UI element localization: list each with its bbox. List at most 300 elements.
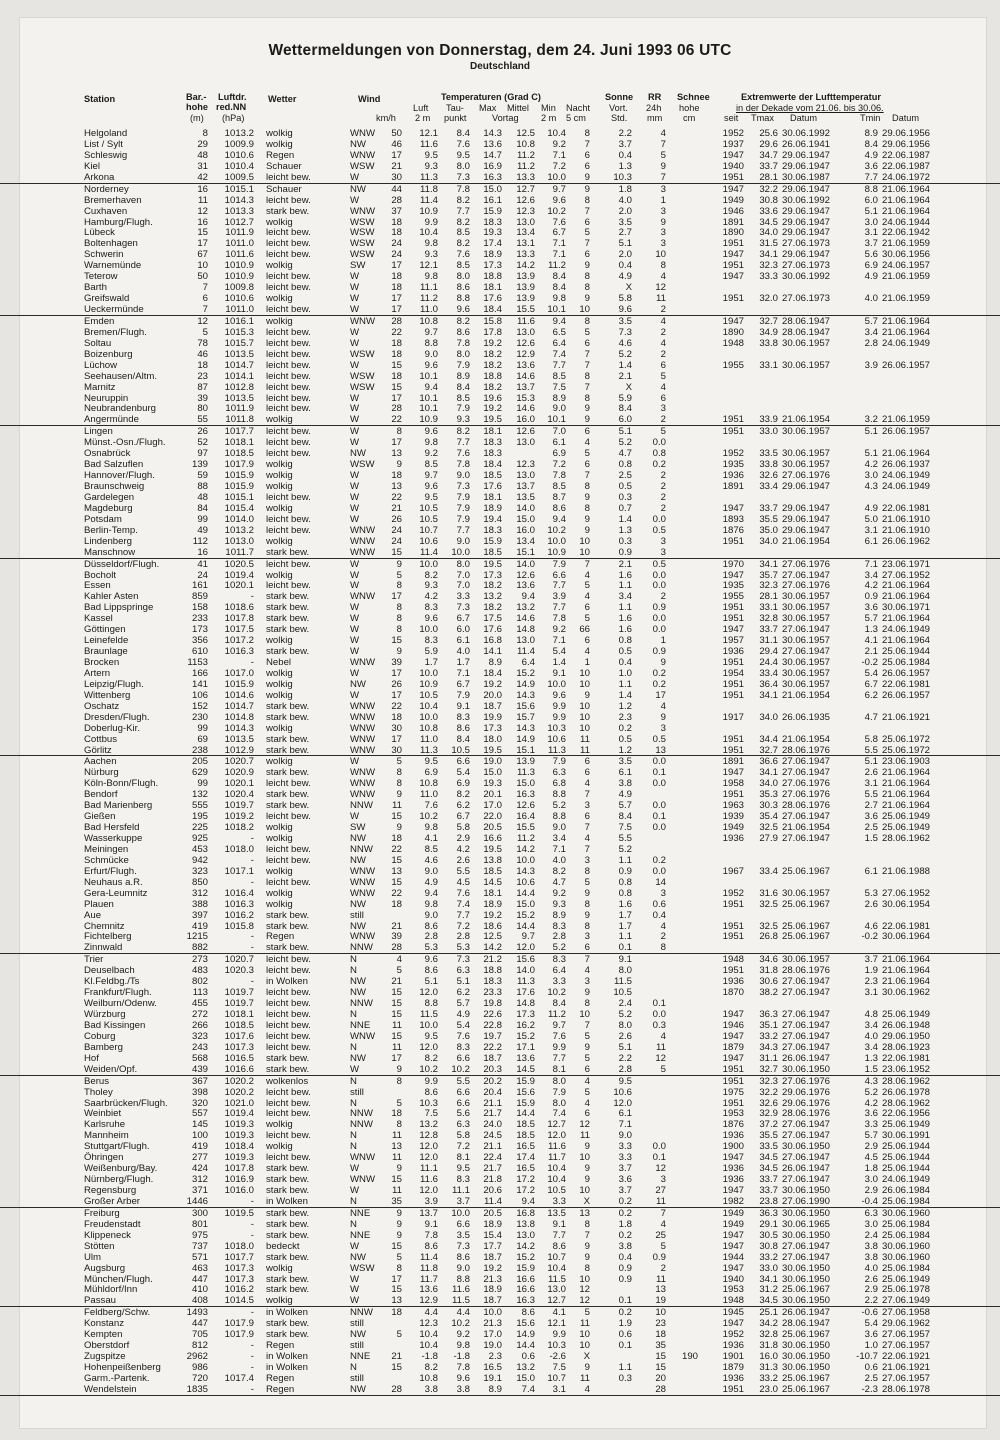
cell-tmin: 4.1 [864, 635, 878, 647]
cell-wind-speed: 35 [391, 1195, 402, 1207]
cell-temp-max: 22.6 [483, 1009, 502, 1020]
cell-temp-air: 9.8 [424, 271, 438, 283]
cell-temp-min-5cm: 8 [584, 370, 590, 382]
cell-tmax-date: 27.06.1990 [782, 1195, 831, 1207]
cell-dewpoint: 7.9 [456, 491, 470, 503]
cell-barometer-height: 87 [197, 381, 208, 393]
cell-dewpoint: 5.8 [456, 1130, 470, 1142]
cell-dewpoint: 8.3 [456, 1041, 470, 1053]
cell-tmax: 32.7 [759, 744, 778, 756]
cell-station: Osnabrück [84, 448, 131, 460]
cell-temp-min-5cm: 4 [584, 646, 590, 658]
cell-tmin: 6.1 [864, 535, 878, 547]
cell-temp-mean: 13.4 [516, 227, 535, 239]
table-row [0, 481, 1000, 492]
header-rr-mm: mm [647, 113, 663, 123]
cell-temp-min-5cm: 5 [584, 876, 590, 888]
cell-temp-max: 24.5 [483, 1130, 502, 1142]
cell-temp-min-2m: 9.6 [552, 689, 566, 701]
cell-temp-mean: 14.9 [516, 733, 535, 745]
cell-temp-max: 18.2 [483, 580, 502, 592]
table-row [0, 1119, 1000, 1130]
table-row [0, 942, 1000, 953]
cell-sunshine: 0.8 [618, 635, 632, 647]
cell-temp-mean: 12.7 [516, 183, 535, 195]
cell-temp-min-2m: 10.2 [547, 987, 566, 999]
cell-wind-speed: 5 [396, 1329, 402, 1341]
cell-temp-min-2m: 10.2 [547, 524, 566, 536]
cell-barometer-height: 48 [197, 149, 208, 161]
cell-temp-max: 18.1 [483, 426, 502, 438]
cell-sunshine: 1.1 [618, 602, 632, 614]
cell-temp-air: 9.8 [424, 238, 438, 250]
cell-precipitation: 2 [660, 470, 666, 482]
cell-wind-direction: W [350, 1185, 360, 1196]
cell-station: Gießen [84, 811, 116, 823]
cell-tmin: 5.0 [864, 513, 878, 525]
cell-sunshine: 5.2 [618, 437, 632, 449]
cell-wind-speed: 21 [391, 920, 402, 932]
cell-tmax-date: 30.06.1957 [782, 667, 831, 679]
cell-temp-min-5cm: 6 [584, 216, 590, 228]
cell-temp-air: 9.8 [424, 437, 438, 449]
cell-wind-speed: 26 [391, 678, 402, 690]
cell-barometer-height: 161 [191, 580, 208, 592]
table-row [0, 745, 1000, 756]
cell-tmax-date: 21.06.1954 [782, 414, 831, 426]
cell-wind-direction: W [350, 558, 360, 570]
cell-wind-direction: WNW [350, 865, 376, 877]
cell-tmin-date: 21.06.1964 [882, 580, 931, 592]
cell-barometer-height: 2962 [186, 1351, 208, 1363]
cell-station: Braunschweig [84, 481, 145, 492]
cell-sunshine: 1.1 [618, 678, 632, 690]
cell-temp-air: 9.9 [424, 1075, 438, 1087]
header-extremwerte: Extremwerte der Lufttemperatur [741, 92, 881, 102]
cell-tmin-date: 29.06.1956 [882, 128, 931, 139]
cell-station: Oschatz [84, 700, 120, 712]
header-temperatures: Temperaturen (Grad C) [441, 92, 541, 102]
cell-temp-mean: 13.9 [516, 756, 535, 768]
cell-temp-min-2m: 8.5 [552, 370, 566, 382]
cell-temp-max: 20.5 [483, 822, 502, 834]
cell-wind-direction: WSW [350, 160, 375, 172]
cell-station: Cuxhaven [84, 205, 128, 217]
cell-tmax: 35.4 [759, 811, 778, 823]
cell-sunshine: 0.3 [618, 1372, 632, 1384]
cell-tmin: -0.2 [861, 931, 878, 943]
cell-temp-max: 22.0 [483, 811, 502, 823]
cell-pressure: 1017.8 [224, 1163, 254, 1175]
cell-weather: wolkig [266, 635, 293, 647]
cell-tmax: 33.1 [759, 359, 778, 371]
cell-station: Münst.-Osn./Flugh. [84, 437, 166, 449]
cell-tmax-date: 21.06.1954 [782, 733, 831, 745]
cell-weather: wolkig [266, 678, 293, 690]
cell-dewpoint: 5.5 [456, 1075, 470, 1087]
cell-temp-air: 9.6 [424, 426, 438, 438]
cell-sunshine: 0.1 [618, 1340, 632, 1352]
cell-temp-air: 8.8 [424, 998, 438, 1010]
cell-sunshine: 5.5 [618, 833, 632, 844]
cell-pressure: 1012.8 [224, 381, 254, 393]
cell-wind-speed: 28 [391, 194, 402, 206]
cell-station: Doberlug-Kir. [84, 722, 140, 734]
table-row [0, 690, 1000, 701]
table-row [0, 778, 1000, 789]
cell-temp-air: 12.1 [419, 128, 438, 139]
cell-temp-mean: 13.0 [516, 326, 535, 338]
cell-temp-min-5cm: 6 [584, 942, 590, 954]
cell-temp-air: 10.0 [419, 1019, 438, 1031]
station-group [0, 1076, 1000, 1208]
cell-sunshine: 1.4 [618, 359, 632, 371]
cell-wind-direction: N [350, 1041, 357, 1053]
cell-temp-min-2m: 6.1 [552, 437, 566, 449]
cell-precipitation: 4 [660, 1030, 666, 1042]
cell-dewpoint: 7.9 [456, 403, 470, 415]
cell-temp-min-5cm: 8 [584, 271, 590, 283]
cell-station: Cottbus [84, 733, 118, 745]
cell-tmax-date: 29.06.1976 [782, 1086, 831, 1098]
cell-temp-min-2m: 9.0 [552, 822, 566, 834]
cell-sunshine: 0.1 [618, 1295, 632, 1307]
table-row [0, 559, 1000, 570]
cell-pressure: 1019.3 [224, 1119, 254, 1131]
cell-temp-air: 12.8 [419, 1130, 438, 1142]
cell-barometer-height: 97 [197, 448, 208, 460]
cell-temp-mean: 11.2 [517, 149, 535, 161]
cell-tmin: 5.7 [864, 315, 878, 327]
cell-tmax-date: 29.06.1947 [782, 513, 831, 525]
cell-temp-max: 21.7 [483, 1163, 502, 1175]
header-datum-min: Datum [892, 113, 920, 123]
cell-barometer-height: 323 [191, 865, 208, 877]
cell-tmax-date: 27.06.1947 [782, 1251, 831, 1263]
cell-wind-direction: WSW [350, 1262, 375, 1274]
cell-temp-air: 9.1 [424, 1218, 438, 1230]
cell-wind-speed: 46 [391, 138, 402, 150]
cell-precipitation: 0.2 [652, 854, 666, 866]
cell-tmax: 33.7 [759, 624, 778, 636]
cell-temp-min-2m: 11.7 [548, 1152, 566, 1164]
cell-temp-max: 18.6 [483, 920, 502, 932]
cell-precipitation: 25 [655, 1229, 666, 1241]
cell-sunshine: 6.1 [618, 1108, 632, 1120]
cell-temp-mean: 17.3 [516, 1009, 535, 1020]
cell-temp-max: 19.7 [483, 1030, 502, 1042]
cell-weather: stark bew. [266, 1185, 310, 1196]
cell-barometer-height: 439 [191, 1063, 208, 1075]
cell-station: Bad Kissingen [84, 1019, 146, 1031]
cell-temp-mean: 15.6 [516, 954, 535, 966]
cell-weather: wolkig [266, 865, 293, 877]
cell-wind-direction: W [350, 513, 360, 525]
cell-station: Kempten [84, 1329, 123, 1341]
cell-tmin: 2.7 [864, 800, 878, 812]
cell-dewpoint: 5.1 [456, 976, 470, 988]
header-kmh: km/h [376, 113, 396, 123]
cell-temp-min-5cm: 4 [584, 1383, 590, 1395]
cell-temp-mean: 14.0 [516, 502, 535, 514]
cell-tmin-date: 28.06.1962 [882, 1075, 931, 1087]
cell-wind-speed: 17 [391, 149, 402, 161]
cell-station: Bad Lippspringe [84, 602, 154, 614]
cell-temp-mean: 16.3 [516, 789, 535, 801]
cell-tmax: 32.6 [759, 1097, 778, 1109]
cell-wind-speed: 24 [391, 524, 402, 536]
cell-pressure: 1018.1 [224, 437, 254, 449]
cell-dewpoint: 8.3 [456, 1174, 470, 1186]
cell-sunshine: 3.3 [618, 1141, 632, 1153]
cell-temp-min-5cm: 6 [584, 1108, 590, 1120]
cell-station: Gera-Leumnitz [84, 887, 148, 899]
cell-temp-max: 18.2 [483, 602, 502, 614]
cell-weather: stark bew. [266, 205, 310, 217]
cell-weather: stark bew. [266, 920, 310, 932]
cell-temp-max: 15.9 [483, 535, 502, 547]
cell-station: Weilburn/Odenw. [84, 998, 157, 1010]
cell-wind-speed: 18 [391, 898, 402, 910]
cell-wind-direction: NW [350, 138, 366, 150]
cell-tmax: 34.0 [759, 535, 778, 547]
cell-temp-mean: 14.6 [516, 613, 535, 625]
cell-temp-min-5cm: 8 [584, 898, 590, 910]
cell-tmin: 0.9 [864, 591, 878, 603]
cell-temp-max: 18.4 [483, 667, 502, 679]
cell-pressure: 1016.5 [224, 1052, 254, 1064]
cell-temp-min-2m: 8.3 [552, 920, 566, 932]
cell-tmax-date: 27.06.1976 [782, 1075, 831, 1087]
cell-station: Erfurt/Flugh. [84, 865, 137, 877]
cell-temp-mean: 13.9 [516, 293, 535, 305]
header-dekade: in der Dekade vom 21.06. bis 30.06. [736, 103, 884, 113]
cell-temp-min-5cm: 7 [584, 789, 590, 801]
cell-sunshine: 0.1 [618, 942, 632, 954]
cell-temp-min-2m: 7.5 [552, 381, 566, 393]
cell-temp-min-5cm: 5 [584, 1052, 590, 1064]
cell-temp-air: 9.8 [424, 898, 438, 910]
cell-wind-speed: 15 [391, 811, 402, 823]
cell-station: Freudenstadt [84, 1218, 141, 1230]
table-row [0, 877, 1000, 888]
cell-barometer-height: 173 [191, 624, 208, 636]
cell-tmin: 5.1 [864, 205, 878, 217]
cell-temp-min-5cm: 7 [584, 1229, 590, 1241]
cell-station: Großer Arber [84, 1195, 140, 1207]
cell-station: Angermünde [84, 414, 139, 426]
cell-temp-mean: 6.4 [521, 657, 535, 668]
cell-temp-min-2m: 7.5 [552, 1362, 566, 1373]
cell-temp-air: 9.5 [424, 491, 438, 503]
cell-weather: stark bew. [266, 602, 310, 614]
cell-dewpoint: 7.6 [456, 887, 470, 899]
cell-temp-air: 10.2 [419, 1063, 438, 1075]
cell-weather: in Wolken [266, 1307, 308, 1319]
cell-tmax: 16.0 [759, 1351, 778, 1363]
cell-wind-speed: 9 [396, 822, 402, 834]
cell-precipitation: 3 [660, 238, 666, 250]
cell-tmin: 2.4 [864, 1229, 878, 1241]
cell-precipitation: 0.9 [652, 1251, 666, 1263]
cell-dewpoint: 5.7 [456, 998, 470, 1010]
cell-wind-direction: WNW [350, 128, 376, 139]
cell-tmax: 33.7 [759, 1185, 778, 1196]
cell-tmin: 1.5 [864, 833, 878, 844]
cell-temp-mean: 15.3 [516, 392, 535, 404]
cell-sunshine: 8.4 [618, 811, 632, 823]
cell-sunshine: 2.3 [618, 711, 632, 723]
cell-tmax: 36.3 [759, 1207, 778, 1219]
cell-temp-air: 8.6 [424, 1240, 438, 1252]
cell-wind-speed: 17 [391, 1273, 402, 1285]
cell-tmax-date: 25.06.1967 [782, 931, 831, 943]
cell-tmax: 33.7 [759, 1174, 778, 1186]
cell-station: Nürnberg/Flugh. [84, 1174, 154, 1186]
cell-dewpoint: 8.1 [456, 1152, 470, 1164]
cell-temp-max: 14.1 [483, 646, 502, 658]
cell-temp-max: 18.9 [483, 1218, 502, 1230]
cell-temp-air: 5.9 [424, 646, 438, 658]
cell-weather: leicht bew. [266, 1152, 311, 1164]
cell-temp-max: 17.0 [483, 1329, 502, 1341]
cell-record-since: 1936 [722, 1340, 744, 1352]
cell-temp-mean: 15.6 [516, 1086, 535, 1098]
cell-sunshine: 5.9 [618, 392, 632, 404]
cell-tmax-date: 27.06.1973 [782, 293, 831, 305]
cell-pressure: 1020.7 [224, 756, 254, 768]
cell-temp-min-2m: 6.3 [552, 767, 566, 779]
table-row [0, 514, 1000, 525]
table-row [0, 172, 1000, 183]
cell-barometer-height: 195 [191, 811, 208, 823]
cell-temp-air: 11.3 [420, 171, 438, 183]
cell-tmin-date: 30.06.1960 [882, 1207, 931, 1219]
cell-tmin-date: 25.06.1972 [882, 744, 931, 756]
cell-temp-air: 10.8 [419, 778, 438, 790]
cell-weather: Regen [266, 931, 295, 943]
cell-record-since: 1951 [722, 260, 744, 272]
cell-barometer-height: 1493 [186, 1307, 208, 1319]
cell-tmin-date: 22.06.1981 [882, 1052, 931, 1064]
cell-wind-speed: 9 [396, 1218, 402, 1230]
cell-temp-air: 11.8 [420, 183, 438, 195]
cell-dewpoint: 7.7 [456, 524, 470, 536]
cell-temp-min-2m: 8.7 [552, 491, 566, 503]
cell-tmax: 36.6 [759, 756, 778, 768]
cell-temp-air: 10.0 [419, 667, 438, 679]
cell-tmax-date: 27.06.1947 [782, 1152, 831, 1164]
cell-weather: stark bew. [266, 800, 310, 812]
cell-precipitation: 27 [655, 1185, 666, 1196]
cell-wind-direction: W [350, 1240, 360, 1252]
cell-weather: leicht bew. [266, 1041, 311, 1053]
cell-precipitation: 0.0 [652, 569, 666, 581]
cell-tmax: 30.5 [759, 1229, 778, 1241]
cell-temp-min-2m: 9.7 [552, 183, 566, 195]
cell-station: Karlsruhe [84, 1119, 126, 1131]
cell-sunshine: 3.8 [618, 778, 632, 790]
cell-dewpoint: 3.7 [456, 1195, 470, 1207]
cell-temp-min-5cm: 3 [584, 976, 590, 988]
cell-temp-mean: 14.6 [516, 370, 535, 382]
cell-precipitation: 14 [655, 876, 666, 888]
cell-barometer-height: 55 [197, 414, 208, 426]
cell-record-since: 1951 [722, 920, 744, 932]
cell-sunshine: 2.6 [618, 1030, 632, 1042]
cell-weather: leicht bew. [266, 359, 311, 371]
cell-precipitation: 0.8 [652, 448, 666, 460]
cell-pressure: 1015.9 [224, 470, 254, 482]
cell-temp-min-5cm: 9 [584, 1362, 590, 1373]
cell-tmin-date: 24.06.1949 [882, 481, 931, 492]
cell-wind-direction: WSW [350, 238, 375, 250]
cell-tmax-date: 28.06.1947 [782, 315, 831, 327]
cell-tmax-date: 27.06.1947 [782, 1030, 831, 1042]
cell-record-since: 1947 [722, 502, 744, 514]
cell-dewpoint: 8.2 [456, 238, 470, 250]
cell-record-since: 1951 [722, 1063, 744, 1075]
cell-dewpoint: 7.3 [456, 171, 470, 183]
cell-tmax-date: 25.06.1967 [782, 1372, 831, 1384]
cell-dewpoint: 5.8 [456, 822, 470, 834]
cell-station: Stötten [84, 1240, 115, 1252]
cell-tmax-date: 26.06.1947 [782, 1163, 831, 1175]
cell-pressure: 1016.1 [224, 315, 254, 327]
table-row [0, 260, 1000, 271]
cell-temp-max: 17.5 [483, 613, 502, 625]
header-sonne-vort: Vort. [609, 103, 628, 113]
cell-dewpoint: 8.5 [456, 260, 470, 272]
cell-temp-max: 19.3 [483, 778, 502, 790]
cell-tmax-date: 26.06.1941 [782, 138, 831, 150]
cell-tmin: 6.2 [864, 689, 878, 701]
cell-tmax: 34.3 [759, 1041, 778, 1053]
cell-tmin-date: 26.06.1962 [882, 535, 931, 547]
cell-precipitation: 2 [660, 931, 666, 943]
cell-barometer-height: 52 [197, 437, 208, 449]
cell-temp-min-5cm: 8 [584, 392, 590, 404]
cell-pressure: 1014.5 [224, 1295, 254, 1307]
cell-wind-direction: N [350, 965, 357, 977]
cell-tmin-date: 26.06.1984 [882, 1185, 931, 1196]
cell-tmax-date: 27.06.1973 [782, 260, 831, 272]
header-luft1: Luftdr. [218, 92, 247, 102]
cell-precipitation: 0.2 [652, 459, 666, 471]
cell-temp-mean: 15.5 [516, 304, 535, 315]
cell-wind-direction: NNW [350, 998, 373, 1010]
cell-wind-direction: W [350, 624, 360, 636]
cell-temp-mean: 18.5 [516, 1130, 535, 1142]
cell-station: Köln-Bonn/Flugh. [84, 778, 159, 790]
cell-temp-min-2m: 8.9 [552, 392, 566, 404]
cell-sunshine: 3.5 [618, 315, 632, 327]
cell-tmin-date: 30.06.1960 [882, 1240, 931, 1252]
cell-barometer-height: 277 [191, 1152, 208, 1164]
cell-record-since: 1948 [722, 954, 744, 966]
cell-dewpoint: 7.9 [456, 502, 470, 514]
cell-precipitation: 9 [660, 657, 666, 668]
header-tau: Tau- [446, 103, 464, 113]
cell-temp-min-5cm: 9 [584, 1174, 590, 1186]
cell-wind-speed: 11 [392, 1041, 402, 1053]
cell-weather: stark bew. [266, 744, 310, 756]
cell-weather: wolkig [266, 569, 293, 581]
cell-weather: in Wolken [266, 1362, 308, 1373]
cell-record-since: 1949 [722, 1207, 744, 1219]
table-row [0, 833, 1000, 844]
cell-sunshine: 2.1 [618, 558, 632, 570]
